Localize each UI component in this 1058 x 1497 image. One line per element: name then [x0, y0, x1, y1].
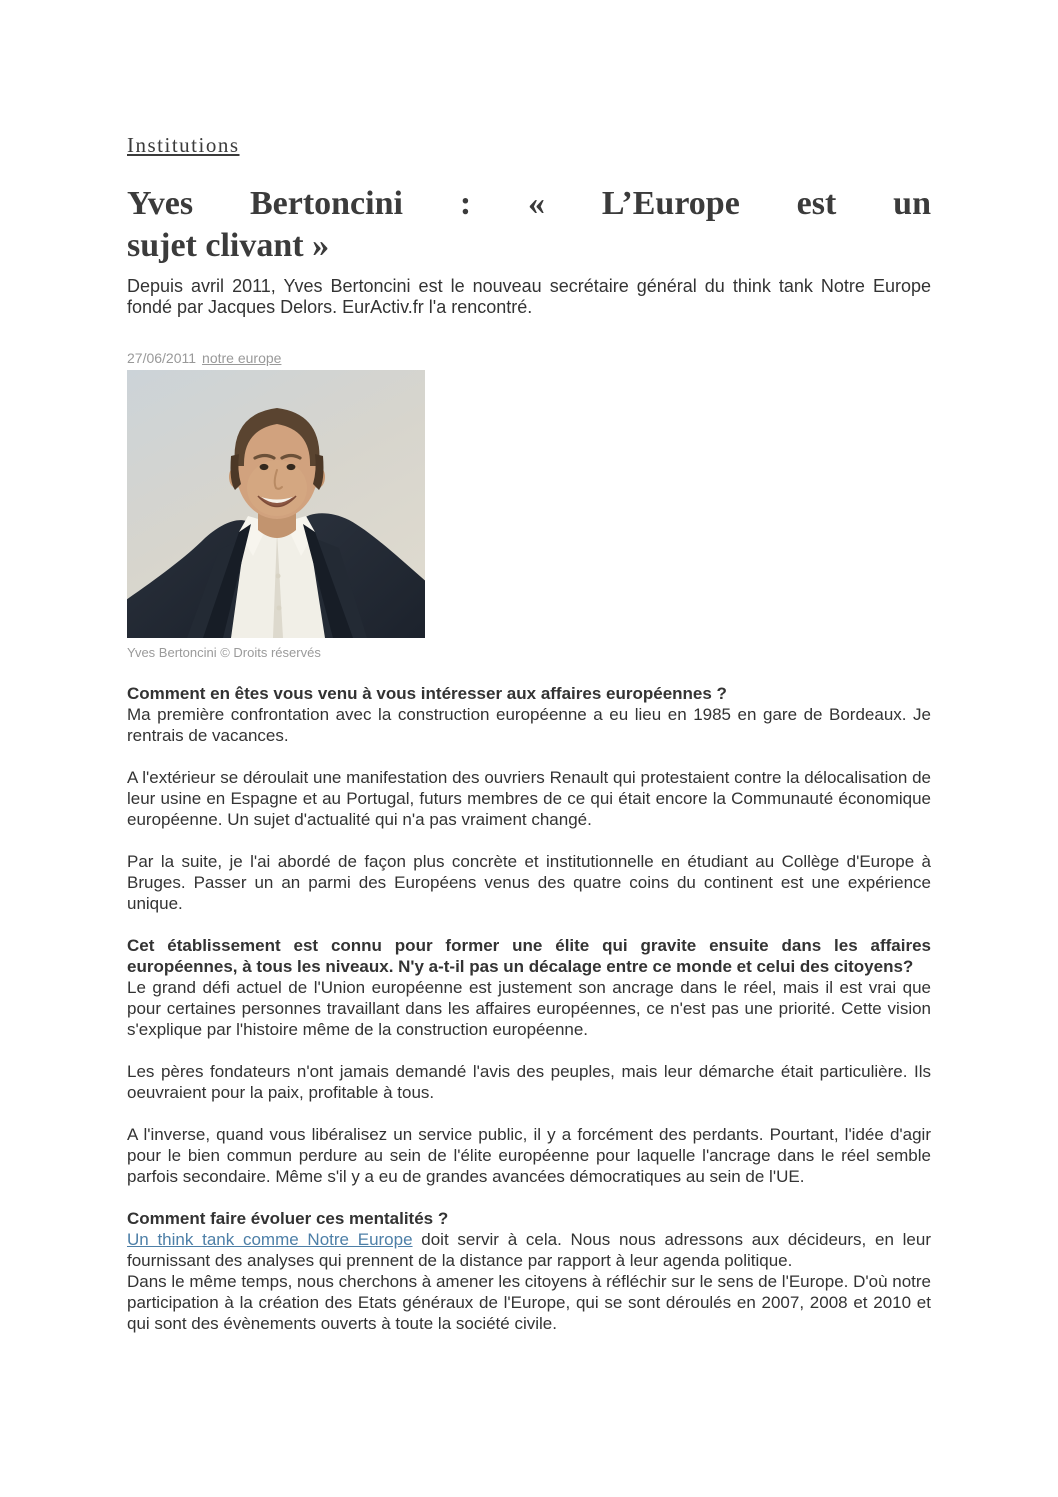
article-meta: [127, 350, 931, 366]
answer-2-paragraph-1: Le grand défi actuel de l'Union européenne est justement son ancrage dans le réel, mais il est vrai que pour certaines personnes travaillant dans les affaires européennes, ce n'est pas une priorité. Cette vision s'explique par l'histoire même de la construction européenne.: [127, 978, 931, 1039]
answer-2-paragraph-2: Les pères fondateurs n'ont jamais demandé l'avis des peuples, mais leur démarche était particulière. Ils oeuvraient pour la paix, profitable à tous.: [127, 1062, 931, 1102]
answer-1-paragraph-2: A l'extérieur se déroulait une manifestation des ouvriers Renault qui protestaient contre la délocalisation de leur usine en Espagne et au Portugal, futurs membres de ce qui était encore la Communauté économique européenne. Un sujet d'actualité qui n'a pas vraiment changé.: [127, 768, 931, 829]
question-1: Comment en êtes vous venu à vous intéresser aux affaires européennes ?: [127, 684, 727, 703]
answer-3-paragraph-1-text: doit servir à cela. Nous nous adressons aux décideurs, en leur fournissant des analyses qui prennent de la distance par rapport à leur agenda politique.: [127, 1230, 931, 1270]
publish-date: 27/06/2011: [127, 350, 197, 366]
article-lead: Depuis avril 2011, Yves Bertoncini est le nouveau secrétaire général du think tank Notre Europe fondé par Jacques Delors. EurActiv.fr l'a rencontré.: [127, 276, 931, 317]
tag-link-notre-europe[interactable]: notre europe: [202, 350, 282, 366]
photo-caption: Yves Bertoncini © Droits réservés: [127, 645, 321, 660]
answer-1-paragraph-1: Ma première confrontation avec la construction européenne a eu lieu en 1985 en gare de Bordeaux. Je rentrais de vacances.: [127, 705, 931, 745]
question-3: Comment faire évoluer ces mentalités ?: [127, 1209, 449, 1228]
portrait-photo: [127, 370, 425, 638]
answer-1-paragraph-3: Par la suite, je l'ai abordé de façon plus concrète et institutionnelle en étudiant au Collège d'Europe à Bruges. Passer un an parmi des Européens venus des quatre coins du continent est une expérience unique.: [127, 852, 931, 913]
article-title-line-1: Yves Bertoncini : « L’Europe est un: [127, 185, 931, 222]
notre-europe-think-tank-link[interactable]: Un think tank comme Notre Europe: [127, 1230, 413, 1249]
category-label: Institutions: [127, 133, 240, 157]
interview-body: [127, 683, 931, 1334]
question-2: Cet établissement est connu pour former une élite qui gravite ensuite dans les affaires européennes, à tous les niveaux. N'y a-t-il pas un décalage entre ce monde et celui des citoyens?: [127, 936, 931, 976]
article-title: [127, 183, 931, 267]
answer-3-paragraph-1: [127, 1229, 931, 1271]
article-title-line-2: sujet clivant »: [127, 227, 330, 264]
answer-2-paragraph-3: A l'inverse, quand vous libéralisez un service public, il y a forcément des perdants. Pourtant, l'idée d'agir pour le bien commun perdure au sein de l'élite européenne pour laquelle l'ancrage dans le réel semble parfois secondaire. Même s'il y a eu de grandes avancées démocratiques au sein de l'UE.: [127, 1125, 931, 1186]
answer-3-paragraph-2: Dans le même temps, nous cherchons à amener les citoyens à réfléchir sur le sens de l'Europe. D'où notre participation à la création des Etats généraux de l'Europe, qui se sont déroulés en 2007, 2008 et 2010 et qui sont des évènements ouverts à toute la société civile.: [127, 1272, 931, 1333]
portrait-yves-bertoncini-illustration: [127, 370, 425, 638]
